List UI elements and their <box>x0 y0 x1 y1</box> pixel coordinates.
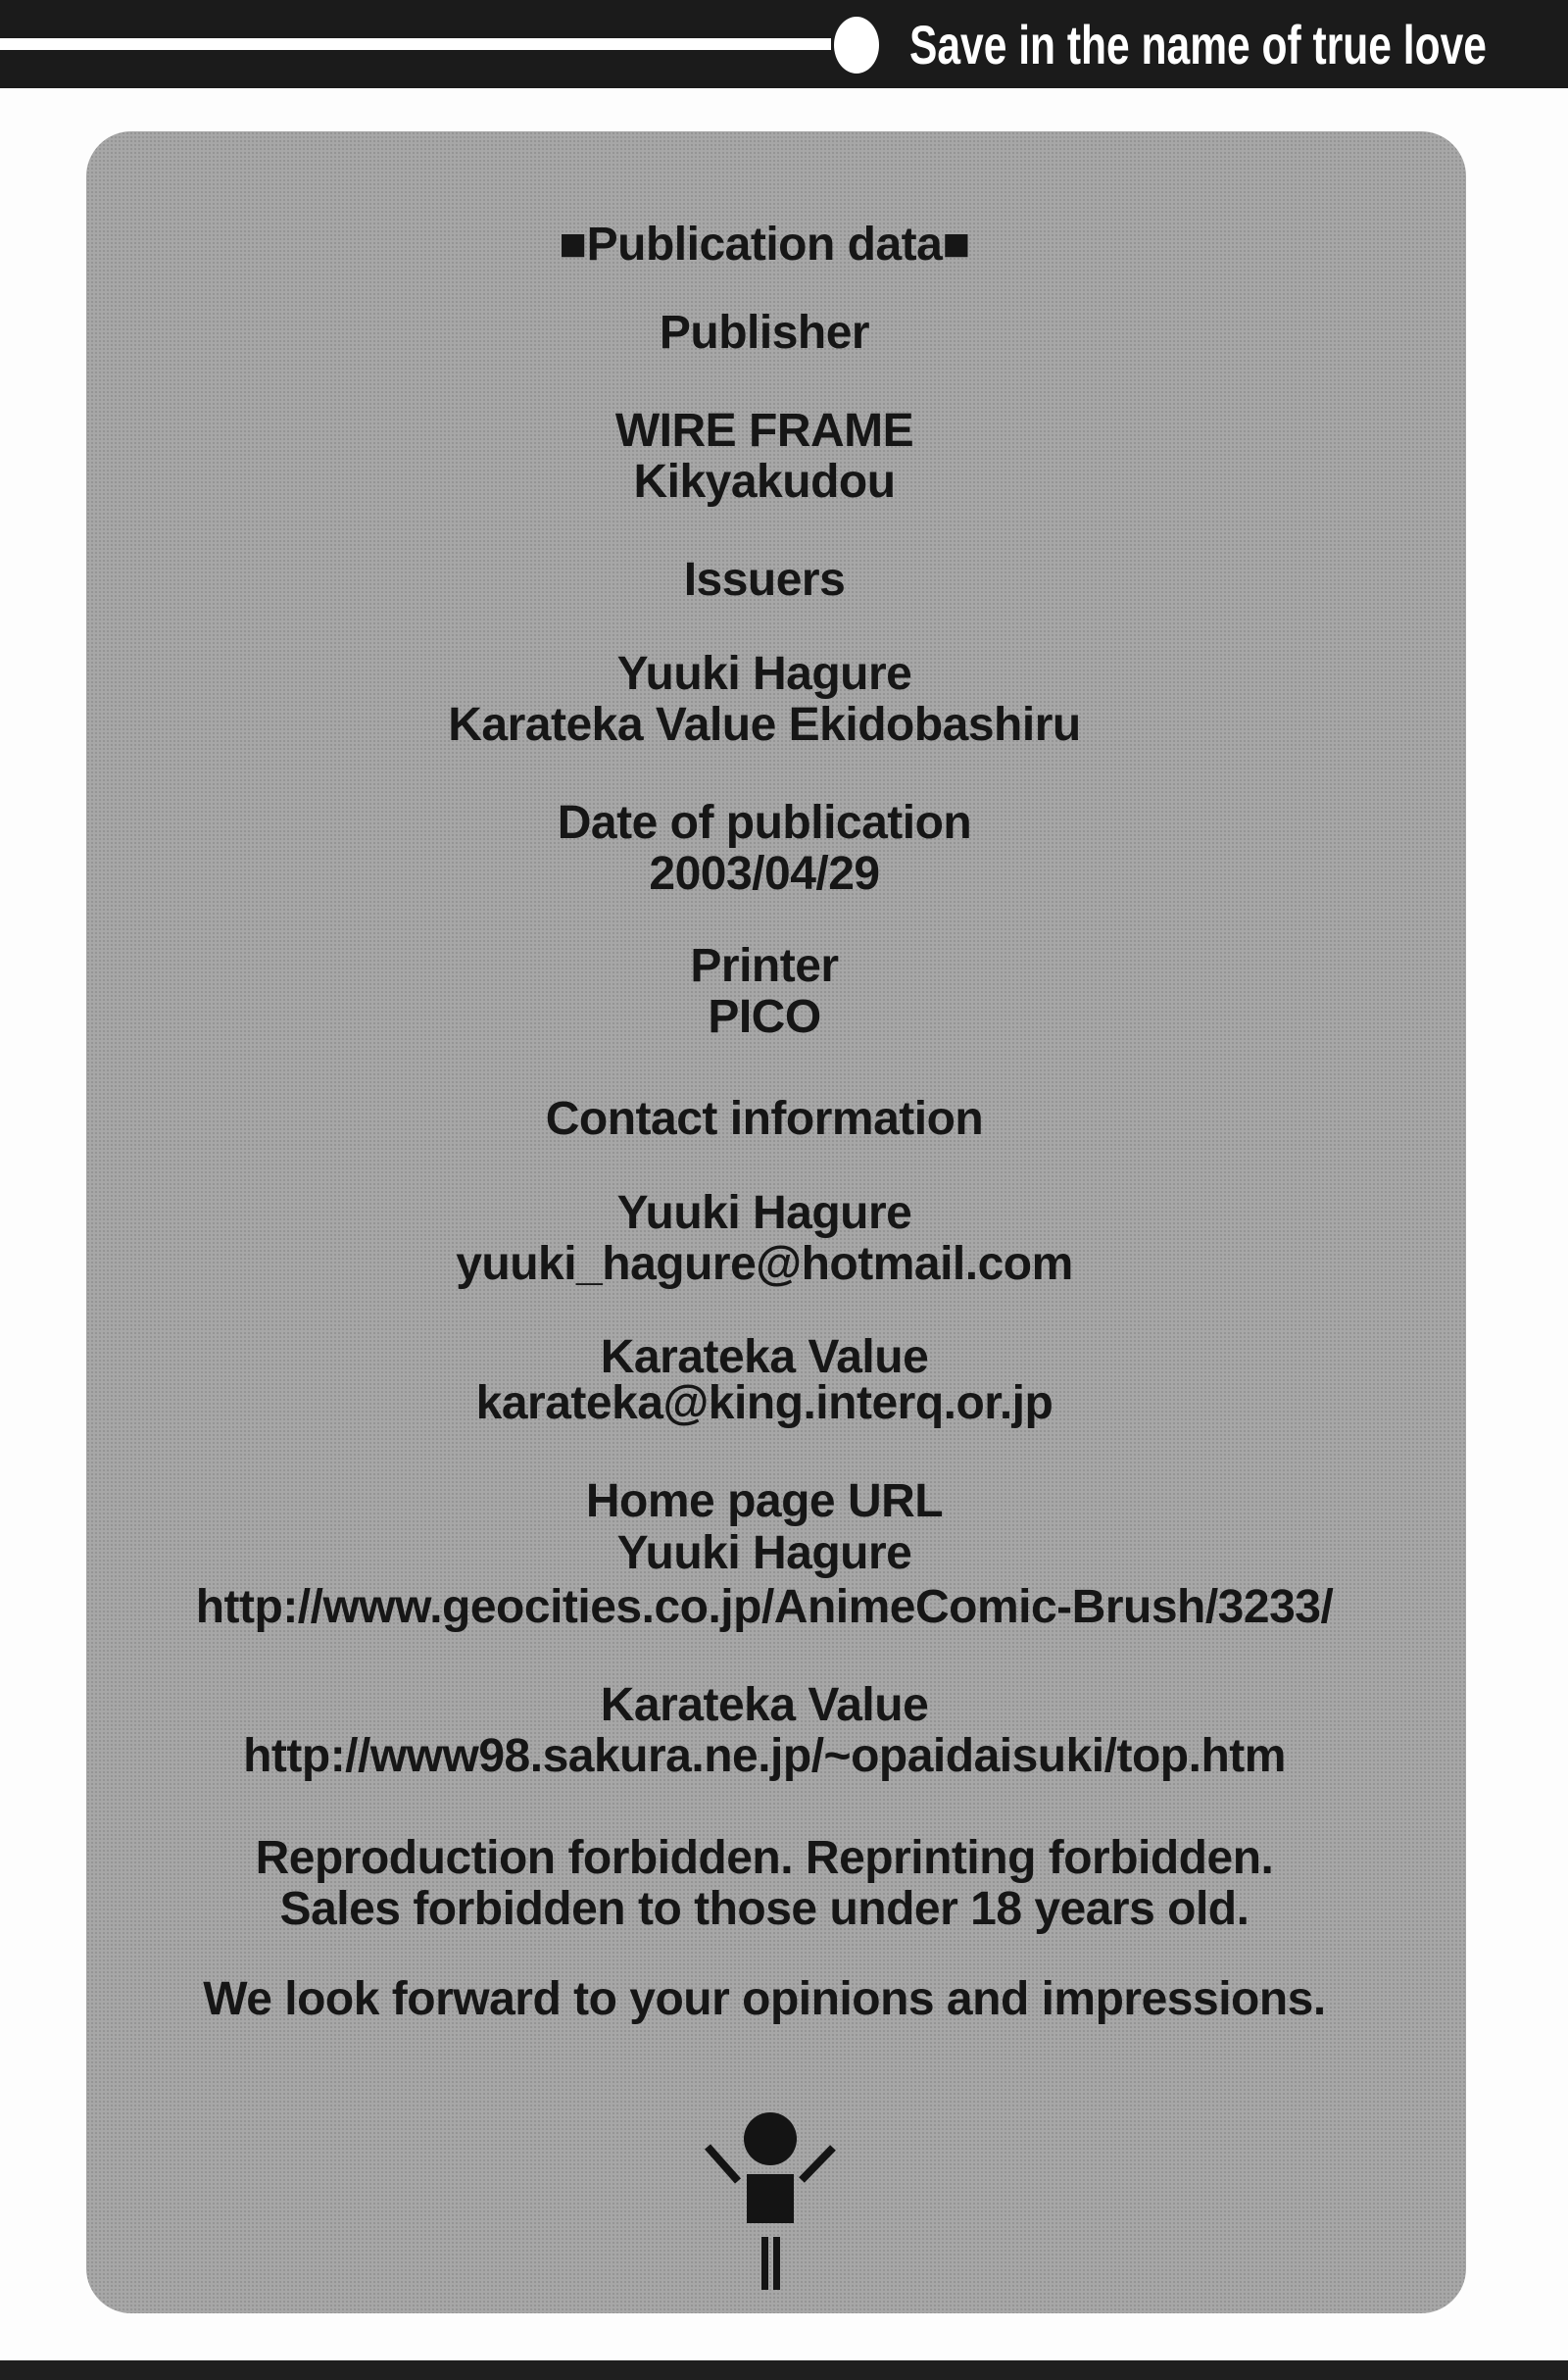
contact-information-label: Contact information <box>545 1093 984 1145</box>
printer-value: PICO <box>708 991 821 1043</box>
printer-label: Printer <box>690 940 839 992</box>
contact-name-1: Yuuki Hagure <box>616 1187 912 1239</box>
header-rule <box>0 38 831 50</box>
issuer-name-1: Yuuki Hagure <box>616 648 912 700</box>
notice-sales: Sales forbidden to those under 18 years old. <box>279 1883 1250 1935</box>
figure-body <box>747 2174 794 2223</box>
contact-email-1: yuuki_hagure@hotmail.com <box>456 1238 1073 1290</box>
header-title: Save in the name of true love <box>909 13 1487 75</box>
bullet-dot-icon <box>834 17 879 74</box>
figure-right-leg <box>773 2237 780 2290</box>
footer-band <box>0 2360 1568 2380</box>
notice-feedback: We look forward to your opinions and impressions. <box>203 1973 1326 2025</box>
homepage-name-2: Karateka Value <box>600 1679 929 1731</box>
home-page-url-label: Home page URL <box>585 1475 944 1527</box>
publisher-circle-name: Kikyakudou <box>633 456 896 508</box>
stick-figure-logo <box>702 2111 839 2294</box>
figure-left-arm <box>708 2147 738 2181</box>
header-banner <box>0 0 1568 88</box>
publication-panel <box>86 131 1466 2313</box>
homepage-url-1: http://www.geocities.co.jp/AnimeComic-Brush/3233/ <box>195 1581 1334 1633</box>
contact-email-2: karateka@king.interq.or.jp <box>475 1377 1054 1429</box>
figure-head <box>744 2112 797 2165</box>
issuer-name-2: Karateka Value Ekidobashiru <box>448 699 1081 751</box>
publication-text-block <box>86 131 1443 2313</box>
publisher-name: WIRE FRAME <box>614 405 914 457</box>
date-of-publication-label: Date of publication <box>557 797 972 849</box>
figure-right-arm <box>802 2148 833 2180</box>
issuers-label: Issuers <box>683 554 846 606</box>
notice-reproduction: Reproduction forbidden. Reprinting forbidden. <box>255 1832 1274 1884</box>
publication-heading: ■Publication data■ <box>559 219 970 271</box>
contact-name-2: Karateka Value <box>600 1331 929 1383</box>
homepage-name-1: Yuuki Hagure <box>616 1527 912 1579</box>
date-of-publication-value: 2003/04/29 <box>649 848 880 900</box>
figure-left-leg <box>761 2237 768 2290</box>
homepage-url-2: http://www98.sakura.ne.jp/~opaidaisuki/top.htm <box>243 1730 1286 1782</box>
publisher-label: Publisher <box>659 307 870 359</box>
